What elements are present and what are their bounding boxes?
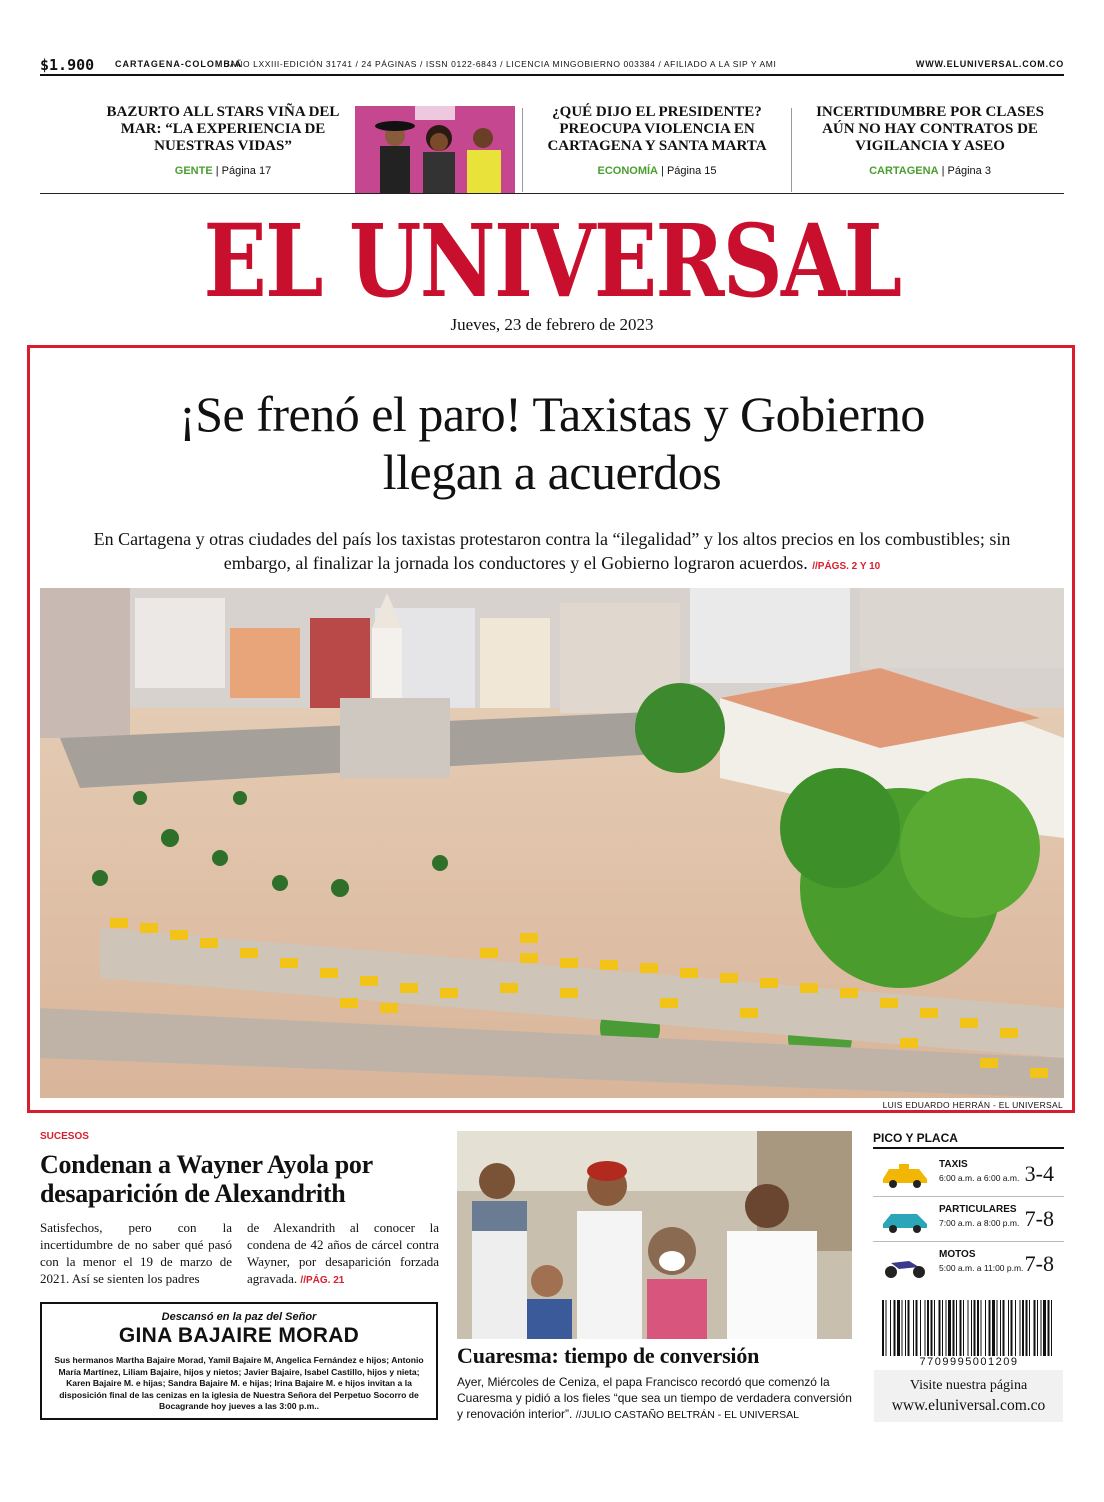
pico-value: 3-4 — [1024, 1161, 1054, 1186]
barcode-bar — [882, 1300, 884, 1358]
barcode-bar — [1011, 1300, 1013, 1358]
cuaresma-credit: //JULIO CASTAÑO BELTRÁN - EL UNIVERSAL — [575, 1409, 800, 1421]
pico-hours: 6:00 a.m. a 6:00 a.m. — [939, 1173, 1020, 1183]
barcode-bar — [960, 1300, 962, 1358]
main-deck-text: En Cartagena y otras ciudades del país los taxistas protestaron contra la “ilegalidad” y los altos precios en los combustibles; sin embargo, al finalizar la jornada los conductores y el Gobierno lograron acuerdos. — [93, 529, 1011, 573]
sucesos-page-ref[interactable]: //PÁG. 21 — [300, 1275, 345, 1286]
barcode-bar — [963, 1300, 964, 1358]
barcode-bar — [1051, 1300, 1052, 1358]
pico-hours: 7:00 a.m. a 8:00 p.m. — [939, 1218, 1020, 1228]
masthead-logo[interactable]: EL UNIVERSAL — [203, 202, 901, 320]
edition-date: Jueves, 23 de febrero de 2023 — [450, 315, 654, 334]
barcode-bar — [992, 1300, 995, 1358]
visit-text: Visite nuestra página — [909, 1378, 1028, 1393]
teaser-title: BAZURTO ALL STARS VIÑA DEL MAR: “LA EXPERIENCIA DE NUESTRAS VIDAS” — [106, 104, 340, 154]
main-deck — [90, 527, 1014, 579]
teaser-page: | Página 15 — [661, 165, 717, 177]
barcode-bar — [913, 1300, 914, 1358]
barcode-bar — [1008, 1300, 1009, 1358]
barcode-bar — [1020, 1300, 1021, 1358]
barcode-bar — [981, 1300, 982, 1358]
teaser-cartagena[interactable] — [806, 104, 1054, 177]
teaser-rule — [40, 193, 1064, 194]
barcode-bar — [1029, 1300, 1030, 1358]
car-icon — [879, 1206, 931, 1234]
main-headline-text: ¡Se frenó el paro! Taxistas y Gobierno llegan a acuerdos — [179, 386, 925, 500]
teaser-section: GENTE — [174, 165, 213, 177]
teaser-section: ECONOMÍA — [597, 165, 658, 177]
pico-title: PICO Y PLACA — [873, 1131, 1064, 1149]
obituary-name: GINA BAJAIRE MORAD — [118, 1324, 360, 1347]
barcode-bar — [989, 1300, 991, 1358]
barcode-bar — [925, 1300, 926, 1358]
pico-hours: 5:00 a.m. a 11:00 p.m. — [939, 1263, 1024, 1273]
teaser-divider — [791, 108, 792, 192]
barcode-bar — [942, 1300, 943, 1358]
teaser-section-line — [532, 165, 782, 177]
barcode-bar — [886, 1300, 887, 1358]
obituary-notice — [40, 1302, 438, 1420]
barcode-bar — [890, 1300, 891, 1358]
barcode-bar — [1043, 1300, 1046, 1358]
pico-label: MOTOS — [939, 1249, 976, 1260]
barcode-number: 7709995001209 — [880, 1356, 1058, 1368]
barcode-bar — [997, 1300, 998, 1358]
barcode-bar — [946, 1300, 947, 1358]
pico-y-placa — [873, 1131, 1064, 1296]
obituary-text: Sus hermanos Martha Bajaire Morad, Yamil Bajaire M, Angelica Fernández e hijos; Antonio María Martínez, Liliam Bajaire, hijos y nietos; Javier Bajaire, Isabel Castillo, hijos y nieta; Karen Bajaire M. e hijas; Sandra Bajaire M. e hijas; Irina Bajaire M. e hijos invitan a la disposición final de las cenizas en la iglesia de Nuestra Señora del Perpetuo Socorro de Bocagrande hoy jueves a las 3:00 p.m.. — [54, 1355, 424, 1411]
barcode-bar — [956, 1300, 957, 1358]
price: $1.900 — [40, 56, 95, 74]
teaser-page: | Página 3 — [941, 165, 991, 177]
section-tag-sucesos[interactable]: SUCESOS — [40, 1131, 89, 1142]
barcode-bar — [971, 1300, 972, 1358]
barcode-bar — [977, 1300, 979, 1358]
barcode-bar — [968, 1300, 969, 1358]
main-photo-plaza[interactable] — [40, 588, 1064, 1098]
barcode-bar — [908, 1300, 910, 1358]
pico-value: 7-8 — [1024, 1206, 1054, 1231]
barcode-bar — [920, 1300, 921, 1358]
barcode-bar — [894, 1300, 896, 1358]
pico-row-motos — [873, 1243, 1064, 1286]
cuaresma-text — [457, 1374, 855, 1423]
barcode-bar — [974, 1300, 976, 1358]
sucesos-headline[interactable]: Condenan a Wayner Ayola por desaparición de Alexandrith — [40, 1150, 373, 1208]
barcode-bar — [953, 1300, 955, 1358]
cuaresma-headline[interactable]: Cuaresma: tiempo de conversión — [457, 1343, 760, 1368]
barcode-bar — [927, 1300, 929, 1358]
visit-website-box[interactable] — [874, 1370, 1063, 1422]
barcode-bar — [1048, 1300, 1050, 1358]
sucesos-column-2-text: de Alexandrith al conocer la condena de 42 años de cárcel contra Wayner, por desaparición forzada agravada. — [247, 1220, 439, 1286]
main-headline[interactable] — [0, 385, 1104, 501]
teaser-title: ¿QUÉ DIJO EL PRESIDENTE? PREOCUPA VIOLENCIA EN CARTAGENA Y SANTA MARTA — [547, 104, 767, 154]
barcode-bar — [1041, 1300, 1042, 1358]
website-link-top[interactable]: WWW.ELUNIVERSAL.COM.CO — [915, 59, 1064, 69]
pico-label: PARTICULARES — [939, 1204, 1017, 1215]
barcode-bar — [916, 1300, 918, 1358]
edition-info: /AÑO LXXIII-EDICIÓN 31741 / 24 PÁGINAS / ISSN 0122-6843 / LICENCIA MINGOBIERNO 003384 / AFILIADO A LA SIP Y AMI — [227, 59, 777, 69]
teaser-photo-bazurto[interactable] — [355, 106, 515, 194]
teaser-title: INCERTIDUMBRE POR CLASES AÚN NO HAY CONTRATOS DE VIGILANCIA Y ASEO — [816, 104, 1044, 154]
barcode-bar — [1026, 1300, 1028, 1358]
cuaresma-photo[interactable] — [457, 1131, 852, 1339]
teaser-page: | Página 17 — [215, 165, 272, 177]
teaser-divider — [522, 108, 523, 192]
cuaresma-text-body: Ayer, Miércoles de Ceniza, el papa Francisco recordó que comenzó la Cuaresma y pidió a los fieles “que sea un tiempo de verdadera conversión y renovación interior”. — [457, 1375, 852, 1421]
barcode-bar — [1037, 1300, 1038, 1358]
barcode-bar — [948, 1300, 951, 1358]
barcode-bar — [897, 1300, 900, 1358]
barcode-bar — [931, 1300, 933, 1358]
barcode-bar — [1003, 1300, 1005, 1358]
pico-label: TAXIS — [939, 1159, 968, 1170]
teaser-gente[interactable] — [94, 104, 352, 177]
pico-value: 7-8 — [1024, 1251, 1054, 1276]
barcode-bar — [905, 1300, 906, 1358]
sucesos-column-1: Satisfechos, pero con la incertidumbre de no saber qué pasó con la menor el 19 de marzo de 2021. Así se sienten los padres — [40, 1220, 232, 1286]
barcode-bar — [939, 1300, 941, 1358]
barcode-bar — [985, 1300, 986, 1358]
pico-row-taxis — [873, 1153, 1064, 1197]
teaser-section: CARTAGENA — [869, 165, 939, 177]
visit-url[interactable]: www.eluniversal.com.co — [891, 1397, 1046, 1414]
barcode-bar — [1034, 1300, 1036, 1358]
sucesos-column-2 — [247, 1219, 439, 1289]
barcode-bar — [1000, 1300, 1001, 1358]
teaser-economia[interactable] — [532, 104, 782, 177]
obituary-intro: Descansó en la paz del Señor — [161, 1311, 317, 1323]
teaser-section-line — [806, 165, 1054, 177]
photo-credit: LUIS EDUARDO HERRÁN - EL UNIVERSAL — [882, 1100, 1063, 1110]
motorcycle-icon — [879, 1251, 931, 1279]
teaser-section-line — [94, 165, 352, 177]
barcode-bar — [934, 1300, 935, 1358]
top-strip — [40, 56, 1064, 76]
barcode-bar — [1022, 1300, 1024, 1358]
pico-row-particulares — [873, 1198, 1064, 1242]
city: CARTAGENA-COLOMBIA — [115, 59, 242, 69]
main-page-ref[interactable]: //PÁGS. 2 Y 10 — [812, 561, 881, 572]
barcode-bar — [1015, 1300, 1016, 1358]
barcode-bar — [902, 1300, 903, 1358]
taxi-icon — [879, 1161, 931, 1189]
